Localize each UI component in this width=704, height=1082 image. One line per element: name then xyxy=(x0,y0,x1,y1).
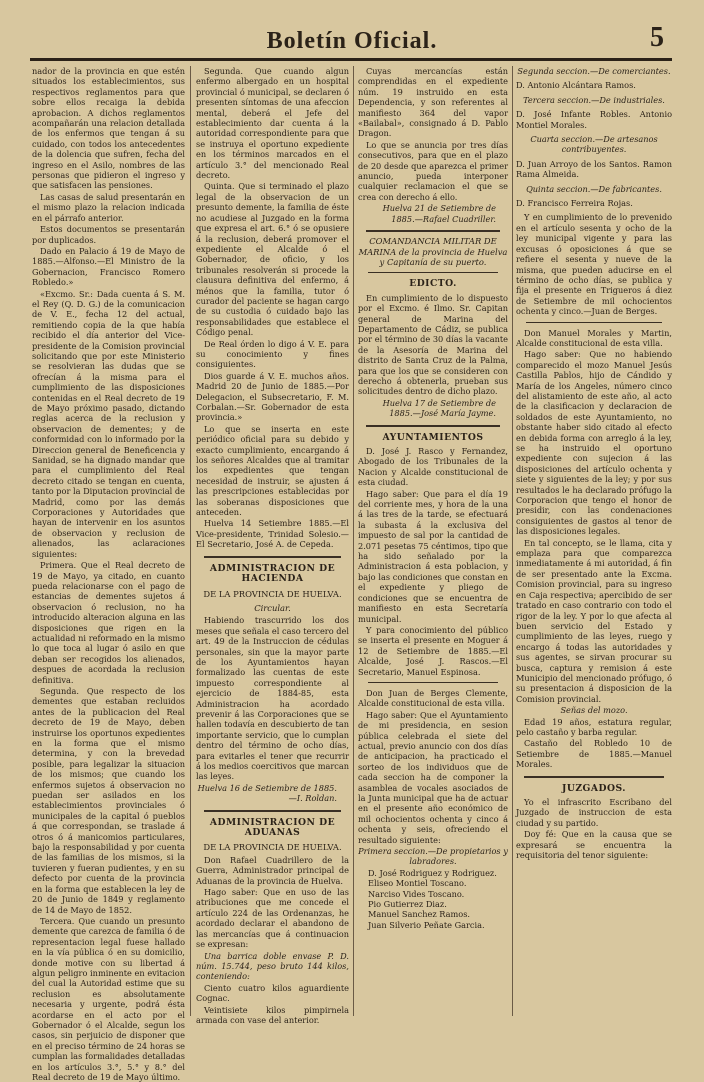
paragraph: D. José J. Rasco y Fernandez, Abogado de los Tribunales de la Nacion y Alcalde constitucional de esta ciudad. xyxy=(358,446,508,488)
paragraph: Segunda. Que respecto de los dementes que estaban recluidos antes de la publicacion del Real decreto de 19 de Mayo, deben instruirse los oportunos expedientes en la forma que el mismo determina, y con la brevedad posible, para legalizar la situacion de los mismos; que cuando los enfermos sujetos á observacion no puedan ser asilados en los establecimientos provinciales ó municipales de la capital ó pueblos á que correspondan, se traslade á otros ó á manicomios particulares, bajo la responsabilidad y por cuenta de las familias de los mismos, si la tuvieren y fueran pudientes, y en su defecto por cuenta de la provincia en la forma que establecen la ley de 20 de Junio de 1849 y reglamento de 14 de Mayo de 1852. xyxy=(32,685,185,915)
separator xyxy=(368,272,498,273)
section-heading-juzgados: JUZGADOS. xyxy=(561,782,627,794)
paragraph: Y para conocimiento del público se inserta el presente en Moguer á 12 de Setiembre de 1885.—El Alcalde, José J. Rascos.—El Secretario, Manuel Espinosa. xyxy=(358,624,508,677)
paragraph: «Excmo. Sr.: Dada cuenta á S. M. el Rey (Q. D. G.) de la comunicacion de V. E., fecha 12 del actual, remitiendo copia de la que había recibido el día anterior del Vice-presidente de la Comision provincial solicitando que por este Ministerio se resolvieran las dudas que se ofrecían á la misma para el cumplimiento de las disposiciones contenidas en el Real decreto de 19 de Mayo próximo pasado, dictando reglas acerca de la reclusion y observacion de dementes; y de conformidad con lo informado por la Direccion general de Beneficencia y Sanidad, se ha dignado mandar que para el cumplimiento del Real decreto citado se tengan en cuenta, tanto por la Diputacion provincial de Madrid, como por las demás Corporaciones y Autoridades que hayan de intervenir en los asuntos de observacion y reclusion de alienados, las aclaraciones siguientes: xyxy=(32,288,185,559)
column-4 xyxy=(516,66,672,1016)
paragraph: Primera. Que el Real decreto de 19 de Mayo, ya citado, en cuanto pueda relacionarse con el pago de estancias de dementes sujetos á observacion ó reclusion, no ha introducido alteracion alguna en las disposiciones que rigen en la actualidad ni reformado en la mismo lo que toca al lugar ó asilo en que deban ser recogidos los alienados, despues de acordada la reclusion definitiva. xyxy=(32,560,185,685)
name-list xyxy=(358,868,508,930)
section-subheading: DE LA PROVINCIA DE HUELVA. xyxy=(203,588,342,599)
paragraph: Cuyas mercancías están comprendidas en el expediente núm. 19 instruido en esta Dependencia, y son referentes al manifiesto 364 del vapor «Bailabal», consignado á D. Pablo Dragon. xyxy=(358,66,508,139)
paragraph: Lo que se inserta en este periódico oficial para su debido y exacto cumplimiento, encargando á los señores Alcaldes que al tramitar los expedientes que tengan necesidad de instruir, se ajusten á las prescripciones establecidas por las soberanas disposiciones que anteceden. xyxy=(196,423,349,518)
section-label: Primera seccion.—De propietarios y labradores. xyxy=(358,846,508,867)
paragraph: Dios guarde á V. E. muchos años. Madrid 20 de Junio de 1885.—Por Delegacion, el Subsecretario, F. M. Corbalan.—Sr. Gobernador de esta provincia.» xyxy=(196,370,349,423)
paragraph: Don Manuel Morales y Martin, Alcalde constitucional de esta villa. xyxy=(516,327,672,348)
paragraph: Hago saber: Que para el día 19 del corriente mes, y hora de la una á las tres de la tarde, se efectuará la subasta á la exclusiva del impuesto de sal por la cantidad de 2.071 pesetas 75 céntimos, tipo que ha sido señalado por la Administracion á esta poblacion, y bajo las condiciones que constan en el expediente y pliego de condiciones que se encuentra de manifiesto en esta Secretaría municipal. xyxy=(358,488,508,624)
circular-title: Circular. xyxy=(254,602,291,613)
section-label: Señas del mozo. xyxy=(560,705,628,716)
page-number: 5 xyxy=(650,22,664,53)
paragraph: Lo que se anuncia por tres días consecutivos, para que en el plazo de 20 desde que aparezca el primer anuncio, pueda interponer cualquier reclamacion el que se crea con derecho á ello. xyxy=(358,139,508,202)
section-separator xyxy=(204,556,341,558)
page-header xyxy=(0,0,704,60)
column-1 xyxy=(32,66,185,1082)
paragraph: Ciento cuatro kilos aguardiente Cognac. xyxy=(196,982,349,1004)
paragraph: Tercera. Que cuando un presunto demente que carezca de familia ó de representacion legal fuese hallado en la vía pública ó en su domicilio, donde motive con su libertad á algun peligro inminente en evitacion del cual la Autoridad estime que su reclusion es absolutamente necesaria y urgente, podrá ésta acordarse en el acto por el Gobernador ó el Alcalde, segun los casos, sin perjuicio de disponer que en el preciso término de 24 horas se cumplan las formalidades detalladas en los artículos 3.°, 5.° y 8.° del Real decreto de 19 de Mayo último. xyxy=(32,915,185,1082)
paragraph: Segunda. Que cuando algun enfermo albergado en un hospital provincial ó municipal, se declaren ó presenten síntomas de una afeccion mental, deberá el Jefe del establecimiento dar cuenta á la autoridad correspondiente para que se instruya el oportuno expediente en los términos marcados en el artículo 3.° del mencionado Real decreto. xyxy=(196,66,349,181)
column-2 xyxy=(196,66,349,1025)
column-divider xyxy=(190,66,191,1016)
section-heading-marina: COMANDANCIA MILITAR DE MARINA de la provincia de Huelva y Capitanía de su puerto. xyxy=(358,236,508,267)
list-item: Eliseo Montiel Toscano. xyxy=(368,878,467,889)
paragraph: Huelva 14 Setiembre 1885.—El Vice-presidente, Trinidad Solesio.—El Secretario, José A. de Cepeda. xyxy=(196,518,349,550)
paragraph: Don Rafael Cuadrillero de la Guerra, Administrador principal de Aduanas de la provincia de Huelva. xyxy=(196,854,349,886)
paragraph: Estos documentos se presentarán por duplicados. xyxy=(32,224,185,245)
paragraph: Dado en Palacio á 19 de Mayo de 1885.—Alfonso.—El Ministro de la Gobernacion, Francisco Romero Robledo.» xyxy=(32,245,185,288)
signature: Huelva 16 de Setiembre de 1885.—I. Roldan. xyxy=(197,782,337,804)
list-item: Narciso Vides Toscano. xyxy=(368,888,465,899)
paragraph: Castaño del Robledo 10 de Setiembre de 1885.—Manuel Morales. xyxy=(516,738,672,770)
paragraph: Las casas de salud presentarán en el mismo plazo la relacion indicada en el párrafo anterior. xyxy=(32,191,185,223)
list-item: D. José Rodriguez y Rodriguez. xyxy=(368,867,497,878)
signature: Huelva 17 de Setiembre de 1885.—José María Jayme. xyxy=(382,397,496,419)
section-heading-hacienda: ADMINISTRACION DE HACIENDA xyxy=(209,562,336,585)
section-separator xyxy=(524,776,664,778)
name-entry: D. José Infante Robles. Antonio Montiel Morales. xyxy=(516,109,672,130)
paragraph: Hago saber: Que en uso de las atribuciones que me concede el artículo 224 de las Ordenanzas, he acordado declarar el abandono de las mercancías que á continuacion se expresan: xyxy=(196,887,349,950)
separator xyxy=(526,322,662,323)
page-title: Boletín Oficial. xyxy=(266,28,438,54)
paragraph: Don Juan de Berges Clemente, Alcalde constitucional de esta villa. xyxy=(358,687,508,709)
separator xyxy=(368,682,498,683)
paragraph: Hago saber: Que no habiendo comparecido el mozo Manuel Jesús Castilla Pablos, hijo de Cándido y María de los Angeles, número cinco del alistamiento de este año, al acto de la clasificacion y declaracion de soldados de este Ayuntamiento, no obstante haber sido citado al efecto en debida forma con arreglo á la ley, se ha instruido el oportuno expediente con sujecion á las disposiciones del artículo ochenta y siete y siguientes de la ley; y por sus resultados le ha declarado prófugo la Corporacion que tengo el honor de presidir, con las condenaciones consiguientes de gastos al tenor de las disposiciones legales. xyxy=(516,349,672,537)
paragraph: Yo el infrascrito Escribano del Juzgado de instruccion de esta ciudad y su partido. xyxy=(516,797,672,828)
list-item: Juan Silverio Peñate Garcia. xyxy=(368,919,485,930)
section-separator xyxy=(204,810,341,812)
paragraph: Doy fé: Que en la causa que se expresará se encuentra la requisitoria del tenor siguiente: xyxy=(516,829,672,861)
column-divider xyxy=(512,66,513,1016)
paragraph: Edad 19 años, estatura regular, pelo castaño y barba regular. xyxy=(516,716,672,737)
paragraph: En cumplimiento de lo dispuesto por el Excmo. é Ilmo. Sr. Capitan general de Marina del Departamento de Cádiz, se publica por el término de 30 días la vacante de la Asesoría de Marina del distrito de Santa Cruz de la Palma, para que los que se consideren con derecho á obtenerla, prueban sus solicitudes dentro de dicho plazo. xyxy=(358,292,508,397)
paragraph: Habiendo trascurrido los dos meses que señala el caso tercero del art. 49 de la Instruccion de cédulas personales, sin que la mayor parte de los Ayuntamientos hayan formalizado las cuentas de este impuesto correspondiente al ejercicio de 1884-85, esta Administracion ha acordado prevenir á las Corporaciones que se hallen todavía en descubierto de tan importante servicio, que lo cumplan dentro del término de ocho días, para evitarles el tener que recurrir á los medios coercitivos que marcan las leyes. xyxy=(196,615,349,782)
paragraph: De Real órden lo digo á V. E. para su conocimiento y fines consiguientes. xyxy=(196,338,349,370)
header-rule xyxy=(30,58,672,61)
section-heading-ayuntamientos: AYUNTAMIENTOS xyxy=(382,431,484,443)
section-subheading: DE LA PROVINCIA DE HUELVA. xyxy=(203,842,342,853)
section-heading-aduanas: ADMINISTRACION DE ADUANAS xyxy=(209,816,336,839)
signature: Huelva 21 de Setiembre de 1885.—Rafael Cuadriller. xyxy=(382,203,496,224)
paragraph: Y en cumplimiento de lo prevenido en el artículo sesenta y ocho de la ley municipal vigente y para las excusas ó oposiciones á que se refiere el sesenta y nueve de la misma, que pueden aducirse en el término de ocho días, se publica y fija el presente en Trigueros á diez de Setiembre de mil ochocientos ochenta y cinco.—Juan de Berges. xyxy=(516,212,672,317)
section-label: Tercera seccion.—De industriales. xyxy=(523,94,665,105)
section-label: Quinta seccion.—De fabricantes. xyxy=(526,183,662,194)
section-separator xyxy=(366,230,500,232)
paragraph: Una barrica doble envase P. D. núm. 15.744, peso bruto 144 kilos, conteniendo: xyxy=(196,950,349,982)
name-entry: D. Antonio Alcántara Ramos. xyxy=(516,80,636,91)
list-item: Manuel Sanchez Ramos. xyxy=(368,909,470,920)
edicto-title: EDICTO. xyxy=(409,278,457,290)
paragraph: nador de la provincia en que estén situados los establecimientos, sus respectivos reglamentos para que sobre ellos recaiga la debida aprobacion. A dichos reglamentos acompañarán una relacion detallada de los enfermos que tengan á su cuidado, con todos los antecedentes de la dolencia que sufren, fecha del ingreso en el Asilo, nombres de las personas que pidieron el ingreso y que satisfacen las pensiones. xyxy=(32,66,185,191)
paragraph: Quinta. Que si terminado el plazo legal de la observacion de un presunto demente, la familia de éste no acudiese al Juzgado en la forma que expresa el art. 6.° ó se opusiere á la reclusion, deberá promover el expediente el Alcalde ó el Gobernador, de oficio, y los tribunales resolverán si procede la clausura definitiva del enfermo, á ménos que la familia, tutor ó curador del paciente se hagan cargo de su custodia ó cuidado bajo las responsabilidades que establece el Código penal. xyxy=(196,181,349,338)
name-entry: D. Juan Arroyo de los Santos. Ramon Rama Almeida. xyxy=(516,158,672,180)
paragraph: Hago saber: Que el Ayuntamiento de mi presidencia, en sesion pública celebrada el siete del actual, previo anuncio con dos días de anticipacion, ha practicado el sorteo de los individuos que de cada seccion ha de componer la asamblea de vocales asociados de la Junta municipal que ha de actuar en el presente año económico de mil ochocientos ochenta y cinco á ochenta y seis, ofreciendo el resultado siguiente: xyxy=(358,709,508,845)
column-3 xyxy=(358,66,508,1016)
section-label: Segunda seccion.—De comerciantes. xyxy=(517,66,671,76)
name-entry: D. Francisco Ferreira Rojas. xyxy=(516,198,633,209)
section-separator xyxy=(366,425,500,427)
column-divider xyxy=(353,66,354,1016)
paragraph: En tal concepto, se le llama, cita y emplaza para que comparezca inmediatamente á mi autoridad, á fin de ser presentado ante la Excma. Comision provincial, para su ingreso en Caja respectiva; apercibido de ser tratado en caso contrario con todo el rigor de la ley. Y por lo que afecta al buen servicio del Estado y cumplimiento de las leyes, ruego y encargo á todas las autoridades y sus agentes, se sirvan procurar su busca, captura y remision á este Municipio del mencionado prófugo, ó su presentacion á disposicion de la Comision provincial. xyxy=(516,537,672,704)
section-label: Cuarta seccion.—De artesanos contribuyentes. xyxy=(530,134,658,155)
paragraph: Veintisiete kilos pimpirnela armada con vase del anterior. xyxy=(196,1004,349,1025)
list-item: Pio Gutierrez Diaz. xyxy=(368,899,447,910)
